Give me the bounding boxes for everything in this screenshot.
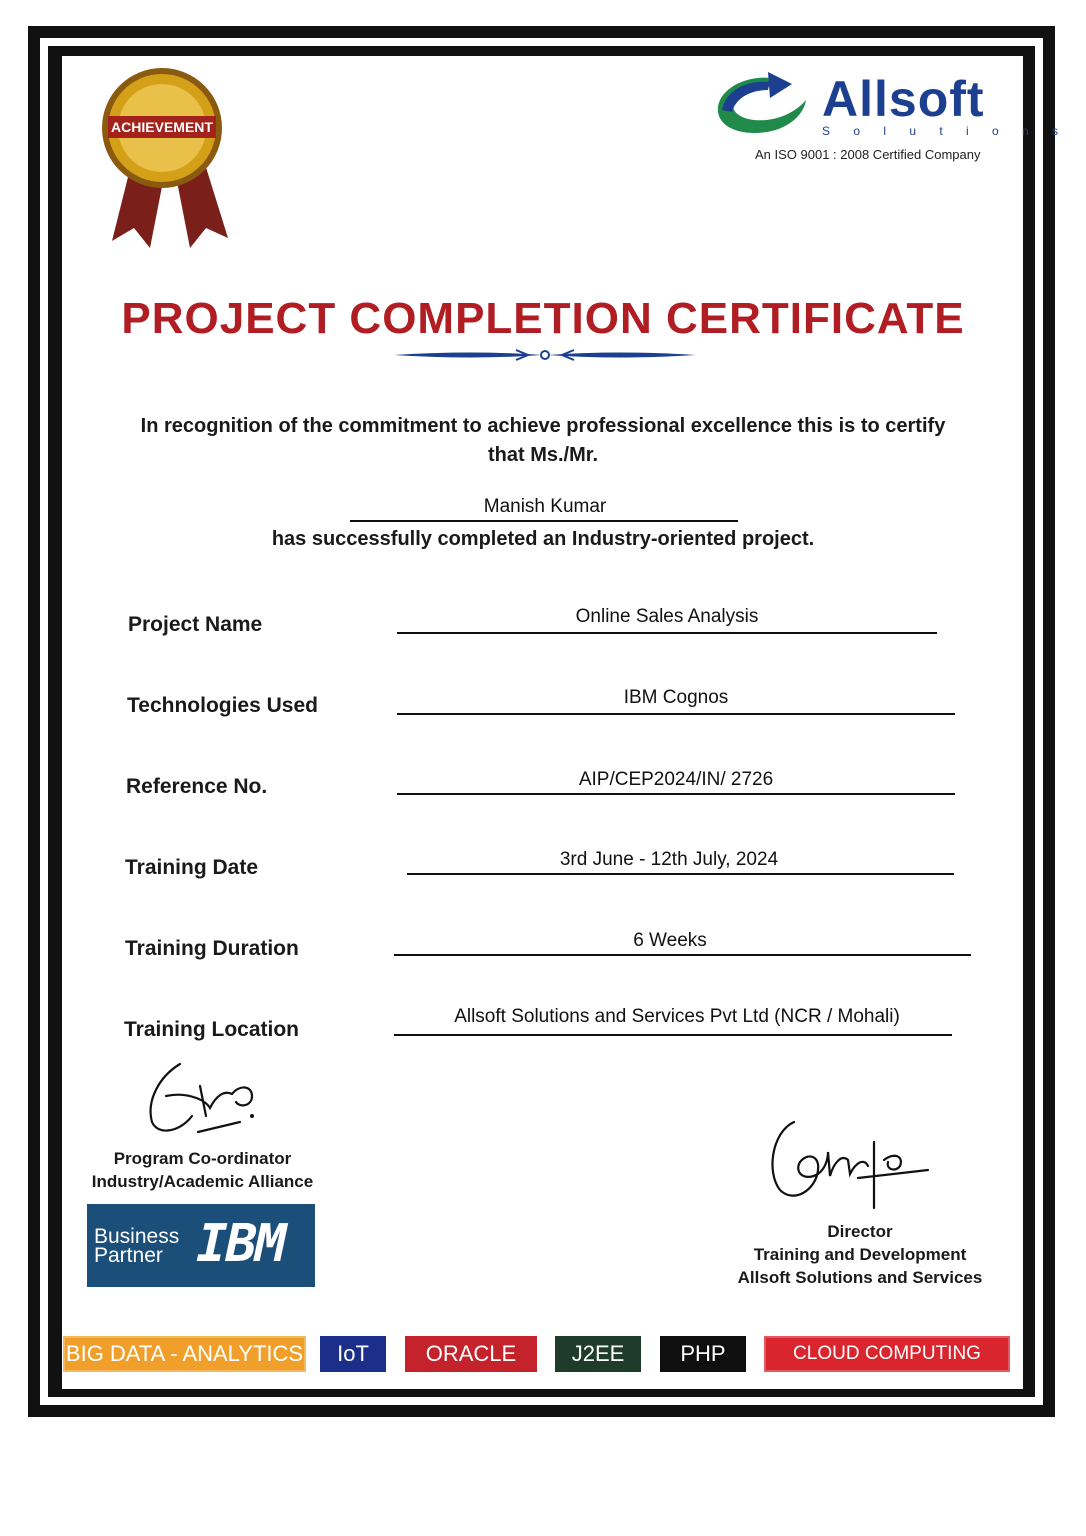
- coordinator-title: [70, 1147, 335, 1193]
- recipient-name: Manish Kumar: [483, 496, 607, 517]
- ibm-partner-line1: Business: [94, 1225, 180, 1248]
- brand-iso-text: An ISO 9001 : 2008 Certified Company: [755, 147, 981, 162]
- tag-j2ee: J2EE: [555, 1336, 641, 1372]
- tag-iot: IoT: [320, 1336, 386, 1372]
- tag-oracle: ORACLE: [405, 1336, 537, 1372]
- achievement-badge-label: ACHIEVEMENT: [111, 119, 213, 135]
- director-title: [715, 1220, 1005, 1289]
- title-ornament-icon: [392, 346, 698, 364]
- recipient-underline: [350, 520, 738, 522]
- field-underline: [397, 793, 955, 795]
- coordinator-line2: Industry/Academic Alliance: [91, 1172, 314, 1191]
- field-underline: [394, 1034, 952, 1036]
- field-underline: [397, 632, 937, 634]
- achievement-badge-icon: [82, 66, 242, 256]
- ibm-partner-text: [94, 1227, 179, 1265]
- ibm-partner-line2: Partner: [94, 1244, 163, 1267]
- field-value-training-location: Allsoft Solutions and Services Pvt Ltd (NCR / Mohali): [454, 1006, 900, 1027]
- field-underline: [394, 954, 971, 956]
- director-signature-icon: [764, 1112, 934, 1216]
- field-value-project-name: Online Sales Analysis: [575, 606, 759, 627]
- allsoft-logo-icon: [712, 70, 814, 140]
- field-label-project-name: Project Name: [128, 613, 263, 636]
- director-line3: Allsoft Solutions and Services: [737, 1268, 983, 1287]
- tag-big-data: BIG DATA - ANALYTICS: [63, 1336, 306, 1372]
- certificate-title: PROJECT COMPLETION CERTIFICATE: [121, 294, 965, 343]
- coordinator-line1: Program Co-ordinator: [113, 1149, 292, 1168]
- field-underline: [397, 713, 955, 715]
- field-value-technologies: IBM Cognos: [623, 687, 729, 708]
- brand-name: Allsoft: [822, 71, 985, 127]
- director-line1: Director: [827, 1222, 893, 1241]
- field-value-training-date: 3rd June - 12th July, 2024: [559, 849, 779, 870]
- field-label-training-location: Training Location: [124, 1018, 300, 1041]
- tag-cloud-computing: CLOUD COMPUTING: [764, 1336, 1010, 1372]
- field-underline: [407, 873, 954, 875]
- field-label-training-date: Training Date: [125, 856, 259, 879]
- field-label-reference: Reference No.: [126, 775, 268, 798]
- tag-php: PHP: [660, 1336, 746, 1372]
- completion-text: has successfully completed an Industry-oriented project.: [271, 528, 815, 550]
- ibm-logo-text: IBM: [189, 1214, 291, 1274]
- coordinator-signature-icon: [140, 1056, 270, 1142]
- field-value-reference: AIP/CEP2024/IN/ 2726: [578, 769, 774, 790]
- field-label-technologies: Technologies Used: [127, 694, 318, 717]
- field-value-training-duration: 6 Weeks: [633, 930, 707, 951]
- intro-text: In recognition of the commitment to achieve professional excellence this is to certify that Ms./Mr.: [140, 415, 946, 466]
- director-line2: Training and Development: [753, 1245, 967, 1264]
- field-label-training-duration: Training Duration: [125, 937, 299, 960]
- brand-subtitle: S o l u t i o n s: [822, 124, 1069, 138]
